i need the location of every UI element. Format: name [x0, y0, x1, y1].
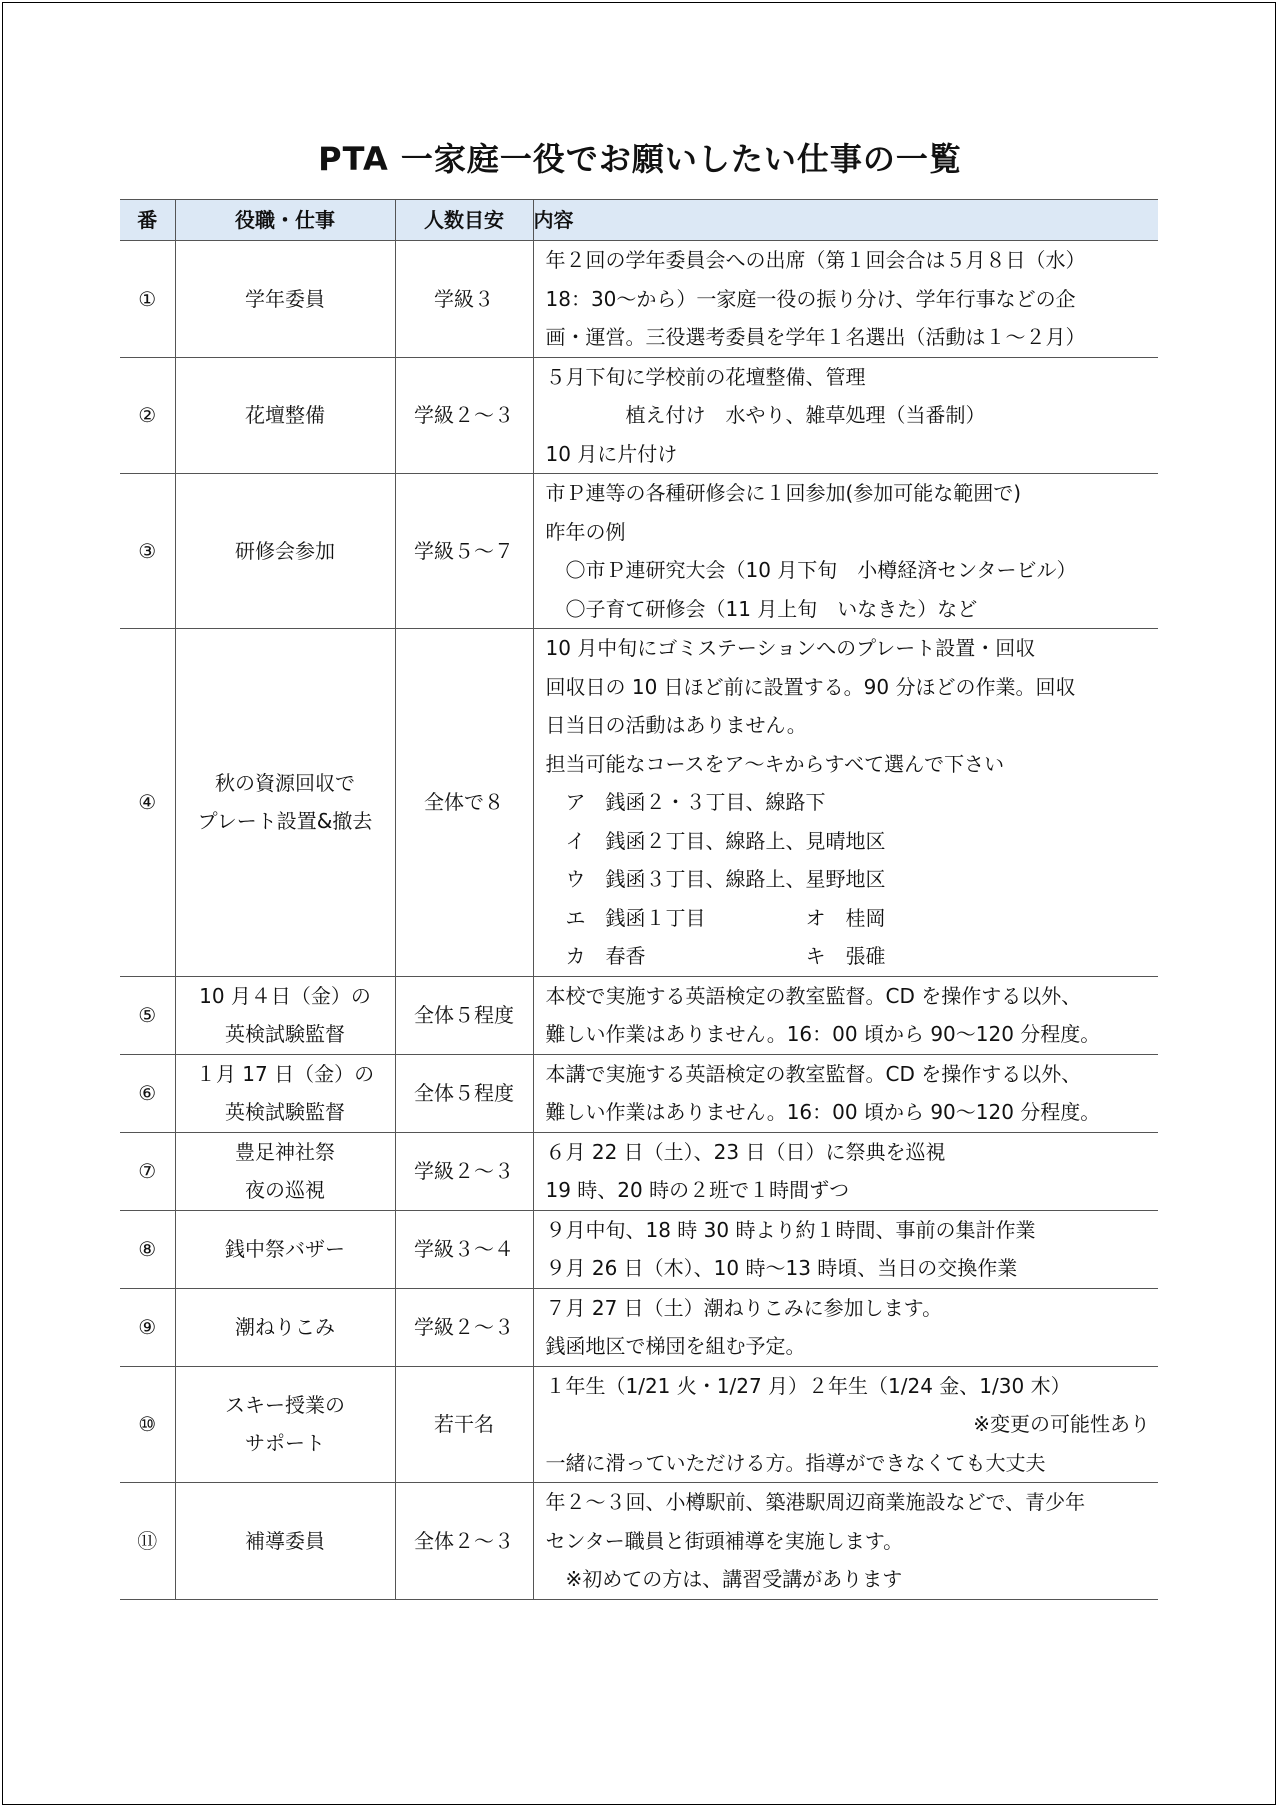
content-line: ６月 22 日（土）、23 日（日）に祭典を巡視 — [545, 1139, 946, 1164]
content-line: 本講で実施する英語検定の教室監督。CD を操作する以外、 — [545, 1061, 1082, 1086]
row-number: ④ — [120, 629, 175, 977]
row-number: ② — [120, 357, 175, 474]
headcount-cell: 全体２～３ — [395, 1483, 533, 1600]
header-content: 内容 — [533, 200, 1158, 241]
row-number: ⑪ — [120, 1483, 175, 1600]
content-cell — [533, 357, 1158, 474]
role-line: 研修会参加 — [235, 538, 335, 563]
content-cell — [533, 1210, 1158, 1288]
header-num: 番 — [120, 200, 175, 241]
row-number: ⑤ — [120, 976, 175, 1054]
headcount-cell: 全体５程度 — [395, 976, 533, 1054]
headcount-cell: 学級５～７ — [395, 474, 533, 629]
role-line: 英検試験監督 — [225, 1022, 345, 1046]
content-line: ※初めての方は、講習受講があります — [545, 1567, 903, 1591]
content-cell — [533, 1054, 1158, 1132]
content-line: 10 月中旬にゴミステーションへのプレート設置・回収 — [545, 636, 1036, 660]
content-cell — [533, 629, 1158, 977]
headcount-cell: 学級３ — [395, 241, 533, 358]
content-line: 昨年の例 — [545, 519, 626, 544]
content-line: 19 時、20 時の２班で１時間ずつ — [545, 1178, 850, 1202]
content-line: センター職員と街頭補導を実施します。 — [545, 1528, 904, 1553]
content-line: １年生（1/21 火・1/27 月）２年生（1/24 金、1/30 木） — [545, 1373, 1071, 1398]
content-line: 18：30～から）一家庭一役の振り分け、学年行事などの企 — [545, 286, 1076, 311]
role-cell — [175, 1054, 395, 1132]
table-body — [120, 241, 1158, 1600]
role-cell — [175, 1366, 395, 1483]
content-line: ウ 銭函３丁目、線路上、星野地区 — [545, 867, 886, 891]
table-row — [120, 629, 1158, 977]
content-line: ※変更の可能性あり — [973, 1412, 1150, 1436]
content-line: 銭函地区で梯団を組む予定。 — [545, 1334, 806, 1358]
role-line: 学年委員 — [245, 286, 325, 311]
role-line: 秋の資源回収で — [215, 770, 355, 795]
content-line: 担当可能なコースをア～キからすべて選んで下さい — [545, 751, 1005, 776]
role-cell — [175, 629, 395, 977]
table-row — [120, 357, 1158, 474]
headcount-cell: 全体で８ — [395, 629, 533, 977]
header-count: 人数目安 — [395, 200, 533, 241]
content-line: 市Ｐ連等の各種研修会に１回参加(参加可能な範囲で) — [545, 481, 1022, 505]
content-line: イ 銭函２丁目、線路上、見晴地区 — [545, 828, 886, 853]
content-cell — [533, 1132, 1158, 1210]
content-line: 難しい作業はありません。16：00 頃から 90～120 分程度。 — [545, 1100, 1101, 1124]
table-row — [120, 1132, 1158, 1210]
content-cell — [533, 474, 1158, 629]
row-number: ⑩ — [120, 1366, 175, 1483]
row-number: ⑥ — [120, 1054, 175, 1132]
header-role: 役職・仕事 — [175, 200, 395, 241]
role-line: プレート設置&撤去 — [197, 809, 373, 834]
content-line: 一緒に滑っていただける方。指導ができなくても大丈夫 — [545, 1450, 1046, 1475]
content-line: 回収日の 10 日ほど前に設置する。90 分ほどの作業。回収 — [545, 674, 1076, 699]
table-row — [120, 241, 1158, 358]
row-number: ⑨ — [120, 1288, 175, 1366]
page-title: PTA 一家庭一役でお願いしたい仕事の一覧 — [318, 140, 962, 178]
role-cell — [175, 474, 395, 629]
role-line: 銭中祭バザー — [225, 1236, 345, 1261]
content-line: ５月下旬に学校前の花壇整備、管理 — [545, 364, 866, 389]
role-cell — [175, 1210, 395, 1288]
row-number: ⑦ — [120, 1132, 175, 1210]
role-cell — [175, 1288, 395, 1366]
role-cell — [175, 976, 395, 1054]
role-line: 夜の巡視 — [245, 1178, 325, 1202]
role-line: 英検試験監督 — [225, 1100, 345, 1124]
content-cell — [533, 1288, 1158, 1366]
role-line: 補導委員 — [245, 1528, 325, 1553]
content-cell — [533, 1483, 1158, 1600]
role-cell — [175, 241, 395, 358]
table-row — [120, 1054, 1158, 1132]
role-line: １月 17 日（金）の — [195, 1061, 375, 1086]
content-line: 10 月に片付け — [545, 441, 678, 466]
table-header-row — [120, 200, 1158, 241]
content-line: ７月 27 日（土）潮ねりこみに参加します。 — [545, 1295, 943, 1320]
content-cell — [533, 976, 1158, 1054]
content-line: 〇市Ｐ連研究大会（10 月下旬 小樽経済センタービル） — [545, 558, 1077, 582]
role-cell — [175, 357, 395, 474]
content-line: 年２～３回、小樽駅前、築港駅周辺商業施設などで、青少年 — [545, 1490, 1086, 1514]
role-line: スキー授業の — [225, 1392, 345, 1417]
role-line: 潮ねりこみ — [235, 1314, 335, 1339]
content-line: ア 銭函２・３丁目、線路下 — [545, 790, 826, 814]
role-line: 10 月４日（金）の — [199, 983, 371, 1008]
table-row — [120, 976, 1158, 1054]
headcount-cell: 学級２～３ — [395, 1132, 533, 1210]
content-line: 日当日の活動はありません。 — [545, 713, 807, 737]
content-line: エ 銭函１丁目 オ 桂岡 — [545, 905, 886, 930]
headcount-cell: 学級２～３ — [395, 1288, 533, 1366]
row-number: ⑧ — [120, 1210, 175, 1288]
content-cell — [533, 241, 1158, 358]
role-cell — [175, 1132, 395, 1210]
content-line: カ 春香 キ 張碓 — [545, 944, 886, 968]
content-line: 年２回の学年委員会への出席（第１回会合は５月８日（水） — [545, 248, 1086, 272]
table-row — [120, 1366, 1158, 1483]
content-line: 画・運営。三役選考委員を学年１名選出（活動は１～２月） — [545, 325, 1086, 349]
content-line: ９月中旬、18 時 30 時より約１時間、事前の集計作業 — [545, 1217, 1036, 1242]
content-line: 本校で実施する英語検定の教室監督。CD を操作する以外、 — [545, 983, 1082, 1008]
table-row — [120, 1483, 1158, 1600]
headcount-cell: 全体５程度 — [395, 1054, 533, 1132]
row-number: ① — [120, 241, 175, 358]
role-cell — [175, 1483, 395, 1600]
content-line: 植え付け 水やり、雑草処理（当番制） — [545, 403, 986, 427]
role-line: サポート — [245, 1431, 325, 1456]
table-row — [120, 474, 1158, 629]
role-line: 花壇整備 — [245, 403, 325, 427]
headcount-cell: 若干名 — [395, 1366, 533, 1483]
content-line: ９月 26 日（木）、10 時～13 時頃、当日の交換作業 — [545, 1256, 1018, 1280]
content-line: 〇子育て研修会（11 月上旬 いなきた）など — [545, 596, 978, 621]
content-line: 難しい作業はありません。16：00 頃から 90～120 分程度。 — [545, 1022, 1101, 1046]
role-line: 豊足神社祭 — [235, 1139, 335, 1164]
content-cell — [533, 1366, 1158, 1483]
table-row — [120, 1210, 1158, 1288]
row-number: ③ — [120, 474, 175, 629]
table-row — [120, 1288, 1158, 1366]
headcount-cell: 学級２～３ — [395, 357, 533, 474]
headcount-cell: 学級３～４ — [395, 1210, 533, 1288]
jobs-table — [120, 199, 1158, 1600]
